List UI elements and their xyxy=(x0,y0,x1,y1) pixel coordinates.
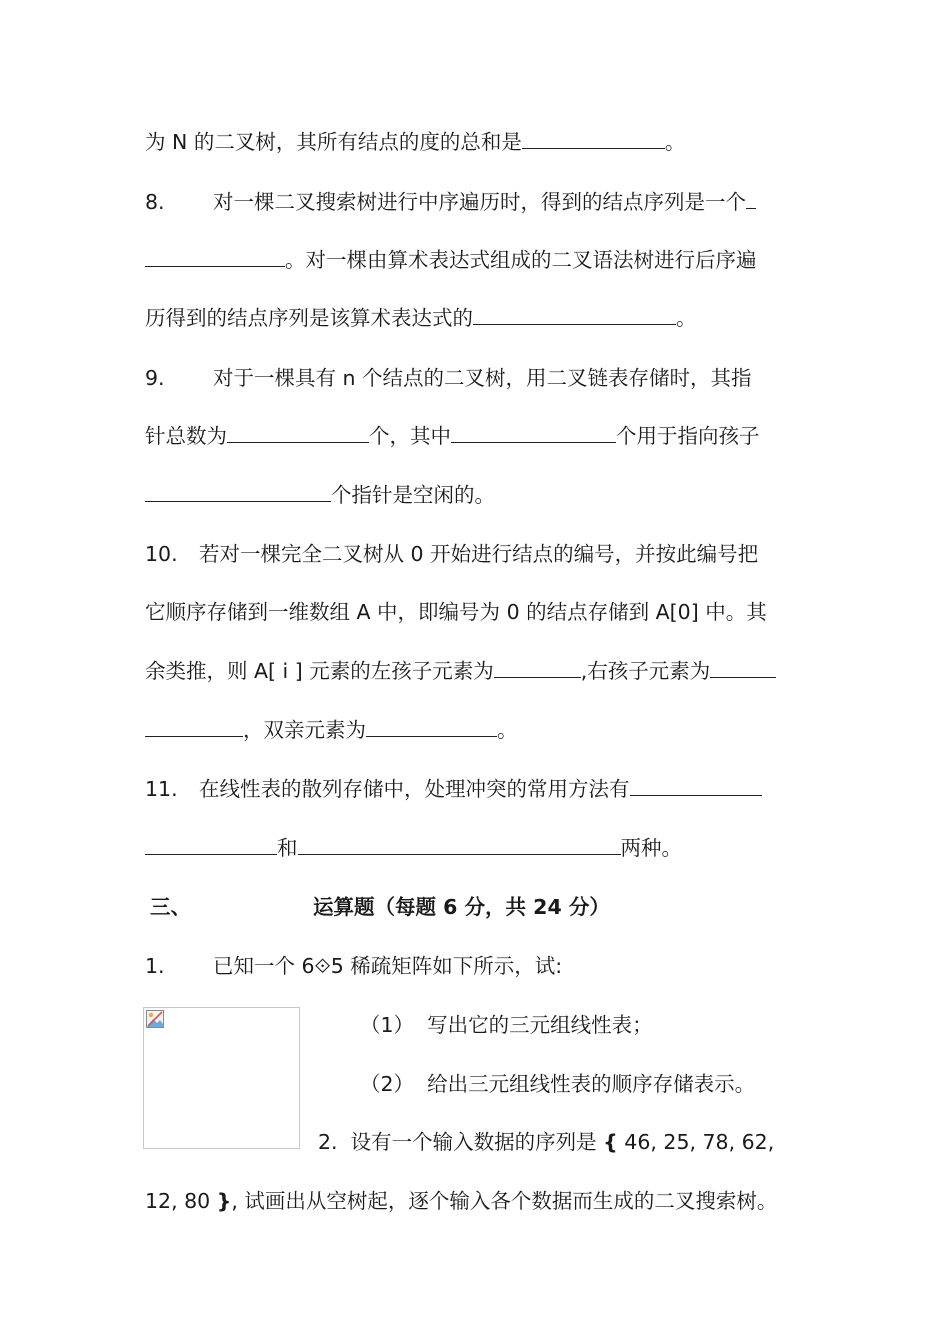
blank-line xyxy=(145,481,331,502)
question-8-line-3: 历得到的结点序列是该算术表达式的 。 xyxy=(145,306,697,330)
blank-line xyxy=(473,304,676,325)
q7-continuation: 为 N 的二叉树，其所有结点的度的总和是 。 xyxy=(145,130,686,154)
problem-1-sub-1: （1） 写出它的三元组线性表； xyxy=(360,1013,653,1037)
section-3-label: 三、 xyxy=(150,895,191,919)
problem-2-line-1: 2. 设有一个输入数据的序列是 { 46, 25, 78, 62, xyxy=(318,1130,775,1154)
blank-line xyxy=(145,834,277,855)
problem-1-line: 1. 已知一个 6⟐5 稀疏矩阵如下所示，试: xyxy=(145,954,563,978)
blank-line xyxy=(451,422,616,443)
blank-line xyxy=(494,657,581,678)
question-9-line-2: 针总数为 个，其中 个用于指向孩子 xyxy=(145,424,760,448)
question-8-line-1: 8. 对一棵二叉搜索树进行中序遍历时，得到的结点序列是一个 xyxy=(145,188,756,216)
blank-line xyxy=(746,188,756,209)
question-8-line-2: 。对一棵由算术表达式组成的二叉语法树进行后序遍 xyxy=(145,246,757,274)
blank-line xyxy=(227,422,369,443)
blank-line xyxy=(298,834,621,855)
question-9-line-3: 个指针是空闲的。 xyxy=(145,481,495,509)
section-3-title: 运算题（每题 6 分，共 24 分） xyxy=(313,895,610,919)
question-10-line-1: 10. 若对一棵完全二叉树从 0 开始进行结点的编号，并按此编号把 xyxy=(145,542,759,566)
blank-line xyxy=(145,716,243,737)
question-10-line-4: ，双亲元素为 。 xyxy=(145,716,518,744)
broken-image-icon xyxy=(146,1010,164,1028)
question-11-line-2: 和 两种。 xyxy=(145,834,682,862)
question-11-line-1: 11. 在线性表的散列存储中，处理冲突的常用方法有 xyxy=(145,775,762,803)
question-10-line-3: 余类推，则 A[ i ] 元素的左孩子元素为 ,右孩子元素为 xyxy=(145,657,776,685)
blank-line xyxy=(710,657,776,678)
problem-2-line-2: 12, 80 }, 试画出从空树起，逐个输入各个数据而生成的二叉搜索树。 xyxy=(145,1189,778,1213)
blank-line xyxy=(522,128,665,149)
blank-line xyxy=(145,246,285,267)
question-9-line-1: 9. 对于一棵具有 n 个结点的二叉树，用二叉链表存储时，其指 xyxy=(145,366,752,390)
blank-line xyxy=(630,775,762,796)
problem-1-sub-2: （2） 给出三元组线性表的顺序存储表示。 xyxy=(360,1072,756,1096)
question-10-line-2: 它顺序存储到一维数组 A 中，即编号为 0 的结点存储到 A[0] 中。其 xyxy=(145,600,767,624)
blank-line xyxy=(366,716,497,737)
sparse-matrix-image xyxy=(143,1007,300,1149)
